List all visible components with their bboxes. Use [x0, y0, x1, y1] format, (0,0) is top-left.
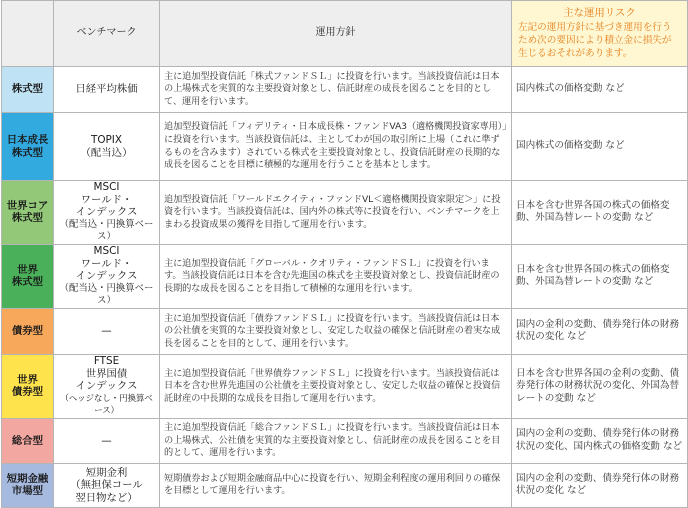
category-line: 株式型	[11, 146, 44, 159]
benchmark-stock	[54, 67, 160, 113]
category-balanced: 総合型	[2, 418, 54, 463]
table-row	[2, 418, 688, 463]
category-line: 日本成長	[6, 133, 49, 146]
risk-note: 左記の運用方針に基づき運用を行うため次の要因により積立金に損失が生じるおそれがあります。	[518, 22, 672, 59]
table-row	[2, 113, 688, 181]
fund-policy-table	[1, 0, 688, 508]
category-japan-growth	[2, 113, 54, 181]
benchmark-line: MSCI	[93, 244, 120, 257]
benchmark-line: 翌日物など）	[75, 491, 138, 504]
header-category	[2, 1, 54, 67]
category-line: 世界コア	[6, 199, 49, 212]
table-row	[2, 354, 688, 418]
category-line: 株式型	[11, 276, 44, 289]
benchmark-line: インデックス	[75, 380, 138, 393]
risk-world-stock: 日本を含む世界各国の株式の価格変動、外国為替レートの変動 など	[512, 244, 688, 308]
benchmark-line: ワールド・	[80, 257, 133, 270]
benchmark-line: （配当込・円換算ベース）	[59, 282, 154, 307]
benchmark-world-stock	[54, 244, 160, 308]
category-stock: 株式型	[2, 67, 54, 113]
risk-world-core: 日本を含む世界各国の株式の価格変動、外国為替レートの変動 など	[512, 181, 688, 245]
policy-japan-growth: 追加型投資信託「フィデリティ・日本成長株・ファンドVA3（適格機関投資家専用）」に投資を行います。当該投資信託は、主としてわが国の取引所に上場（これに準ずるものを含みます）されている株式を主要投資対象とし、投資信託財産の長期的な成長を図ることを目標に積極的な運用を行うことを基本とします。	[160, 113, 512, 181]
benchmark-line: TOPIX	[91, 133, 122, 146]
header-policy: 運用方針	[160, 1, 512, 67]
table-row	[2, 181, 688, 245]
benchmark-line: インデックス	[75, 270, 138, 283]
policy-world-core: 追加型投資信託「ワールドエクイティ・ファンドVL＜適格機関投資家限定＞」に投資を行います。当該投資信託は、国内外の株式等に投資を行い、ベンチマークを上まわる投資成果の獲得を目指して運用を行います。	[160, 181, 512, 245]
benchmark-world-bond	[54, 354, 160, 418]
benchmark-line: （配当込・円換算ベース）	[59, 218, 154, 243]
benchmark-line: 世界国債	[85, 367, 128, 380]
policy-stock: 主に追加型投資信託「株式ファンドＳＬ」に投資を行います。当該投資信託は日本の上場株式を実質的な主要投資対象とし、信託財産の成長を図ることを目的として、運用を行います。	[160, 67, 512, 113]
risk-stock: 国内株式の価格変動 など	[512, 67, 688, 113]
header-row	[2, 1, 688, 67]
benchmark-japan-growth	[54, 113, 160, 181]
policy-world-bond: 主に追加型投資信託「世界債券ファンドＳＬ」に投資を行います。当該投資信託は日本を含む世界先進国の公社債を主要投資対象とし、安定した収益の確保と投資信託財産の中長期的な成長を目指して運用を行います。	[160, 354, 512, 418]
benchmark-line: インデックス	[75, 206, 138, 219]
benchmark-line: （ヘッジなし・円換算ベース）	[60, 393, 153, 417]
table-row	[2, 244, 688, 308]
category-world-bond	[2, 354, 54, 418]
benchmark-line: FTSE	[93, 354, 120, 367]
policy-balanced: 主に追加型投資信託「総合ファンドＳＬ」に投資を行います。当該投資信託は日本の上場株式、公社債を実質的な主要投資対象とし、信託財産の成長を図ることを目的として、運用を行います。	[160, 418, 512, 463]
benchmark-line: ワールド・	[80, 193, 133, 206]
benchmark-balanced	[54, 418, 160, 463]
category-world-stock	[2, 244, 54, 308]
category-money-market	[2, 463, 54, 507]
table-row	[2, 67, 688, 113]
header-risk	[512, 1, 688, 67]
benchmark-line: —	[101, 434, 112, 447]
risk-japan-growth: 国内株式の価格変動 など	[512, 113, 688, 181]
category-bond: 債券型	[2, 308, 54, 354]
benchmark-line: 短期金利	[85, 466, 128, 479]
policy-bond: 主に追加型投資信託「債券ファンドＳＬ」に投資を行います。当該投資信託は日本の公社債を実質的な主要投資対象とし、安定した収益の確保と信託財産の着実な成長を図ることを目的として、運用を行います。	[160, 308, 512, 354]
benchmark-line: MSCI	[93, 181, 120, 193]
category-line: 市場型	[11, 485, 44, 498]
policy-world-stock: 主に追加型投資信託「グローバル・クオリティ・ファンドＳＬ」に投資を行います。当該投資信託は日本を含む先進国の株式を主要投資対象とし、投資信託財産の長期的な成長を図ることを目指して積極的な運用を行います。	[160, 244, 512, 308]
benchmark-bond	[54, 308, 160, 354]
risk-balanced: 国内の金利の変動、債券発行体の財務状況の変化、国内株式の価格変動 など	[512, 418, 688, 463]
benchmark-line: （配当込）	[80, 146, 133, 159]
benchmark-money-market	[54, 463, 160, 507]
category-line: 世界	[17, 263, 38, 276]
table-row	[2, 463, 688, 507]
header-benchmark: ベンチマーク	[54, 1, 160, 67]
risk-money-market: 国内の金利の変動、債券発行体の財務状況の変化 など	[512, 463, 688, 507]
risk-bond: 国内の金利の変動、債券発行体の財務状況の変化 など	[512, 308, 688, 354]
benchmark-line: （無担保コール	[70, 479, 143, 492]
policy-money-market: 短期債券および短期金融商品中心に投資を行い、短期金利程度の運用利回りの確保を目標として運用を行います。	[160, 463, 512, 507]
category-world-core	[2, 181, 54, 245]
category-line: 世界	[17, 373, 38, 386]
benchmark-line: —	[101, 325, 112, 338]
benchmark-line: 日経平均株価	[75, 83, 138, 96]
risk-title: 主な運用リスク	[563, 7, 636, 19]
risk-world-bond: 日本を含む世界各国の金利の変動、債券発行体の財務状況の変化、外国為替レートの変動 など	[512, 354, 688, 418]
category-line: 債券型	[11, 386, 44, 399]
category-line: 株式型	[11, 212, 44, 225]
category-line: 短期金融	[6, 472, 49, 485]
table-row	[2, 308, 688, 354]
benchmark-world-core	[54, 181, 160, 245]
